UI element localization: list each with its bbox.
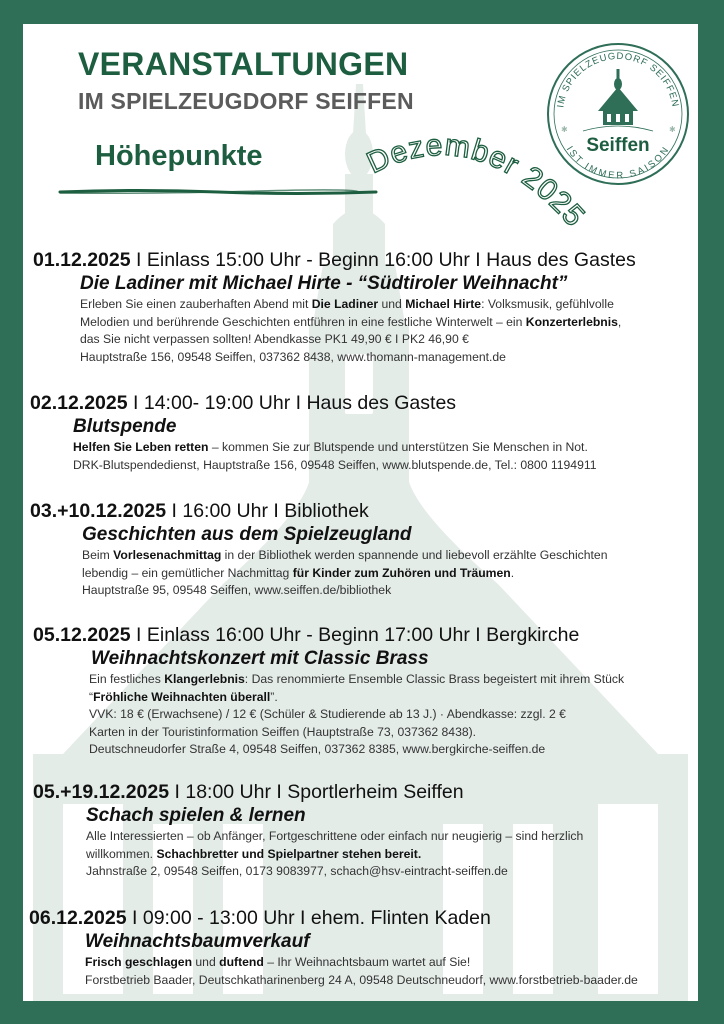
description-line: Melodien und berührende Geschichten entführen in eine festliche Winterwelt – ein Konzerterlebnis, (80, 314, 622, 329)
description-line: “Fröhliche Weihnachten überall”. (89, 689, 278, 704)
event-info: I 09:00 - 13:00 Uhr I ehem. Flinten Kaden (126, 907, 491, 929)
svg-text:✱: ✱ (669, 125, 676, 134)
description-line: Frisch geschlagen und duftend – Ihr Weihnachtsbaum wartet auf Sie! (85, 955, 471, 969)
poster-panel (23, 24, 698, 1001)
event-date: 02.12.2025 (30, 392, 128, 414)
event-title: Weihnachtsbaumverkauf (85, 931, 310, 952)
svg-text:✱: ✱ (561, 125, 568, 134)
event-date: 06.12.2025 (29, 907, 127, 929)
event-info: I Einlass 16:00 Uhr - Beginn 17:00 Uhr I Bergkirche (130, 624, 580, 646)
event-description (23, 296, 698, 366)
description-line: Hauptstraße 95, 09548 Seiffen, www.seiffen.de/bibliothek (82, 583, 392, 597)
description-line: Helfen Sie Leben retten – kommen Sie zur Blutspende und unterstützen Sie Menschen in Not. (73, 440, 588, 454)
page-title: VERANSTALTUNGEN (78, 46, 409, 82)
seiffen-logo (543, 39, 693, 189)
description-line: Deutschneudorfer Straße 4, 09548 Seiffen, 037362 8385, www.bergkirche-seiffen.de (89, 742, 546, 756)
event-date: 01.12.2025 (33, 249, 131, 271)
description-line: das Sie nicht verpassen sollten! Abendkasse PK1 49,90 € I PK2 46,90 € (80, 332, 469, 346)
event-description (23, 954, 698, 989)
event-title: Geschichten aus dem Spielzeugland (82, 524, 412, 545)
event-item (23, 780, 698, 881)
event-info: I Einlass 15:00 Uhr - Beginn 16:00 Uhr I Haus des Gastes (130, 249, 636, 271)
description-line: Alle Interessierten – ob Anfänger, Fortgeschrittene oder einfach nur neugierig – sind herzlich (86, 829, 584, 843)
event-description (23, 547, 698, 600)
description-line: Forstbetrieb Baader, Deutschkatharinenberg 24 A, 09548 Deutschneudorf, www.forstbetrieb-baader.de (85, 972, 638, 987)
event-title: Schach spielen & lernen (86, 805, 306, 826)
event-title: Weihnachtskonzert mit Classic Brass (91, 648, 429, 669)
event-date: 05.+19.12.2025 (33, 781, 170, 803)
event-info: I 16:00 Uhr I Bibliothek (166, 500, 369, 522)
event-title: Blutspende (73, 416, 177, 437)
event-description (23, 439, 698, 474)
svg-text:Dezember 2025: Dezember 2025 (361, 128, 592, 234)
event-item (23, 391, 698, 474)
event-date: 05.12.2025 (33, 624, 131, 646)
event-date: 03.+10.12.2025 (30, 500, 167, 522)
description-line: Erleben Sie einen zauberhaften Abend mit Die Ladiner und Michael Hirte: Volksmusik, gefühlvolle (80, 297, 614, 311)
event-item (23, 906, 698, 989)
description-line: lebendig – ein gemütlicher Nachmittag für Kinder zum Zuhören und Träumen. (82, 565, 515, 580)
event-item (23, 499, 698, 600)
svg-text:IM SPIELZEUGDORF SEIFFEN: IM SPIELZEUGDORF SEIFFEN (555, 50, 681, 109)
description-line: Hauptstraße 156, 09548 Seiffen, 037362 8438, www.thomann-management.de (80, 349, 506, 364)
description-line: Jahnstraße 2, 09548 Seiffen, 0173 9083977, schach@hsv-eintracht-seiffen.de (86, 864, 508, 878)
description-line: willkommen. Schachbretter und Spielpartner stehen bereit. (86, 846, 422, 861)
description-line: DRK-Blutspendedienst, Hauptstraße 156, 09548 Seiffen, www.blutspende.de, Tel.: 0800 1194911 (73, 457, 597, 472)
description-line: VVK: 18 € (Erwachsene) / 12 € (Schüler & Studierende ab 13 J.) · Abendkasse: zzgl. 2 € (89, 707, 566, 721)
event-header (23, 780, 698, 804)
event-description (23, 671, 698, 759)
page-subtitle: IM SPIELZEUGDORF SEIFFEN (78, 88, 414, 114)
highlights-heading: Höhepunkte (95, 140, 263, 172)
event-item (23, 248, 698, 366)
description-line: Karten in der Touristinformation Seiffen (Hauptstraße 73, 037362 8438). (89, 724, 477, 739)
brush-underline (58, 188, 378, 196)
event-info: I 18:00 Uhr I Sportlerheim Seiffen (169, 781, 464, 803)
event-info: I 14:00- 19:00 Uhr I Haus des Gastes (127, 392, 457, 414)
event-header (23, 391, 698, 415)
event-header (23, 906, 698, 930)
svg-text:IST IMMER SAISON: IST IMMER SAISON (563, 144, 673, 182)
event-item (23, 623, 698, 759)
description-line: Beim Vorlesenachmittag in der Bibliothek werden spannende und liebevoll erzählte Geschichten (82, 548, 608, 562)
event-header (23, 248, 698, 272)
event-header (23, 499, 698, 523)
svg-text:Seiffen: Seiffen (586, 135, 650, 156)
event-title: Die Ladiner mit Michael Hirte - “Südtiroler Weihnacht” (80, 273, 568, 294)
event-description (23, 828, 698, 881)
description-line: Ein festliches Klangerlebnis: Das renommierte Ensemble Classic Brass begeistert mit ihrem Stück (89, 672, 625, 686)
event-header (23, 623, 698, 647)
